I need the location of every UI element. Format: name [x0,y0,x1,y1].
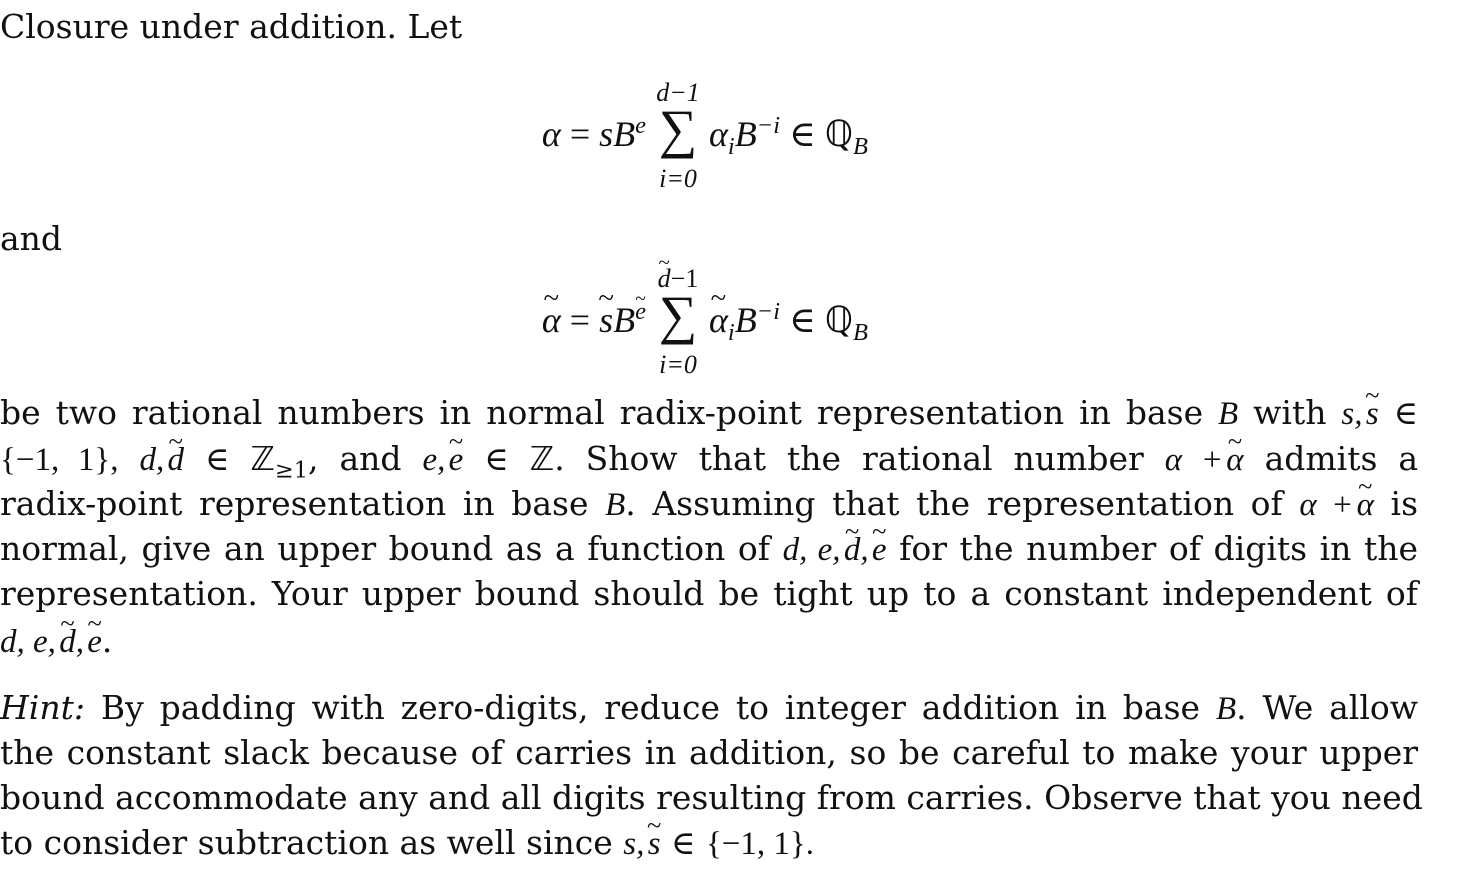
body-line-5: representation. Your upper bound should be tight up to a constant independent of [0,574,1418,613]
sum-sigma: ∑ [658,99,698,159]
sum-upper-limit: ~ d−1 [650,266,706,292]
intro-label: Closure under addition. Let [0,7,463,46]
sum-upper-limit: d−1 [656,78,700,107]
hint-line-2: the constant slack because of carries in addition, so be careful to make your upper [0,733,1418,772]
equation-alpha [0,74,1471,193]
equation-alpha-tilde [0,260,1471,379]
equation-rhs: $\alpha_iB^{-i}$ ∈ ℚ$_B$ [709,112,868,161]
hint-line-4: to consider subtraction as well since s, ~ s ∈ {−1, 1}. [0,826,814,861]
body-line-4: normal, give an upper bound as a function of d, e, ~ d, ~ e for the number of digits in the [0,532,1418,567]
intro-text [0,7,463,46]
sum-lower-limit: i=0 [659,350,697,379]
sum-sigma: ∑ [658,285,698,345]
hint-label: Hint: [0,688,85,727]
hint-line-3: bound accommodate any and all digits resulting from carries. Observe that you need [0,778,1423,817]
equation-rhs: ~ $\alpha_iB^{-i}$ ∈ ℚ$_B$ [709,302,868,339]
body-line-1: be two rational numbers in normal radix-point representation in base B with s, ~ s ∈ [0,396,1418,431]
sum-lower-limit: i=0 [659,164,697,193]
equation-lhs: ~ α = ~ $sB^e$ [542,302,646,338]
body-line-2: {−1, 1}, d, ~ d ∈ ℤ$_{\ge 1}$, and e, ~ e ∈ ℤ. Show that the rational number α + ~ α admits a [0,442,1418,477]
connector-text [0,219,63,258]
body-line-3: radix-point representation in base B. Assuming that the representation of α + ~ α is [0,487,1418,522]
connector-label: and [0,219,63,258]
equation-lhs: $\alpha = sB^e$ [541,112,646,154]
body-line-6: d, e, ~ d, ~ e. [0,624,112,659]
hint-line-1: Hint: By padding with zero-digits, reduce to integer addition in base B. We allow [0,688,1419,727]
